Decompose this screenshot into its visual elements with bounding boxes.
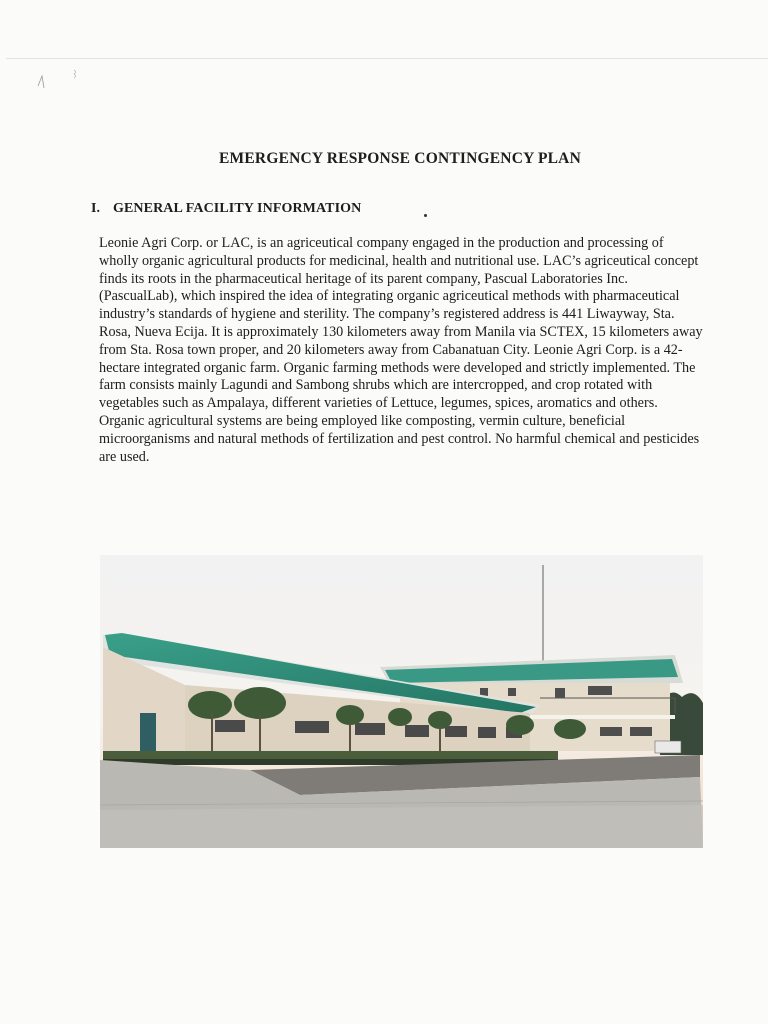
section-heading <box>91 201 361 217</box>
body-paragraph: Leonie Agri Corp. or LAC, is an agriceutical company engaged in the production and processing of wholly organic agricultural products for medicinal, health and nutritional use. LAC’s agriceutical concept finds its roots in the pharmaceutical heritage of its parent company, Pascual Laboratories Inc. (PascualLab), which inspired the idea of integrating organic agriceutical methods with pharmaceutical industry’s standards of hygiene and sterility. The company’s registered address is 441 Liwayway, Sta. Rosa, Nueva Ecija. It is approximately 130 kilometers away from Manila via SCTEX, 15 kilometers away from Sta. Rosa town proper, and 20 kilometers away from Cabanatuan City. Leonie Agri Corp. is a 42-hectare integrated organic farm. Organic farming methods were developed and strictly implemented. The farm consists mainly Lagundi and Sambong shrubs which are intercropped, and crop rotated with vegetables such as Ampalaya, different varieties of Lettuce, legumes, spices, aromatics and others. Organic agricultural systems are being employed like composting, vermin culture, beneficial microorganisms and natural methods of fertilization and pest control. No harmful chemical and pesticides are used. <box>99 235 703 465</box>
facility-photo <box>100 555 703 848</box>
section-number: I. <box>91 201 101 216</box>
scan-speck <box>424 214 427 217</box>
page-edge-line <box>6 58 768 59</box>
section-heading-text: GENERAL FACILITY INFORMATION <box>113 201 362 216</box>
scan-marks-icon <box>30 64 90 104</box>
document-title: EMERGENCY RESPONSE CONTINGENCY PLAN <box>219 150 581 167</box>
facility-building-photo-icon <box>100 555 703 848</box>
